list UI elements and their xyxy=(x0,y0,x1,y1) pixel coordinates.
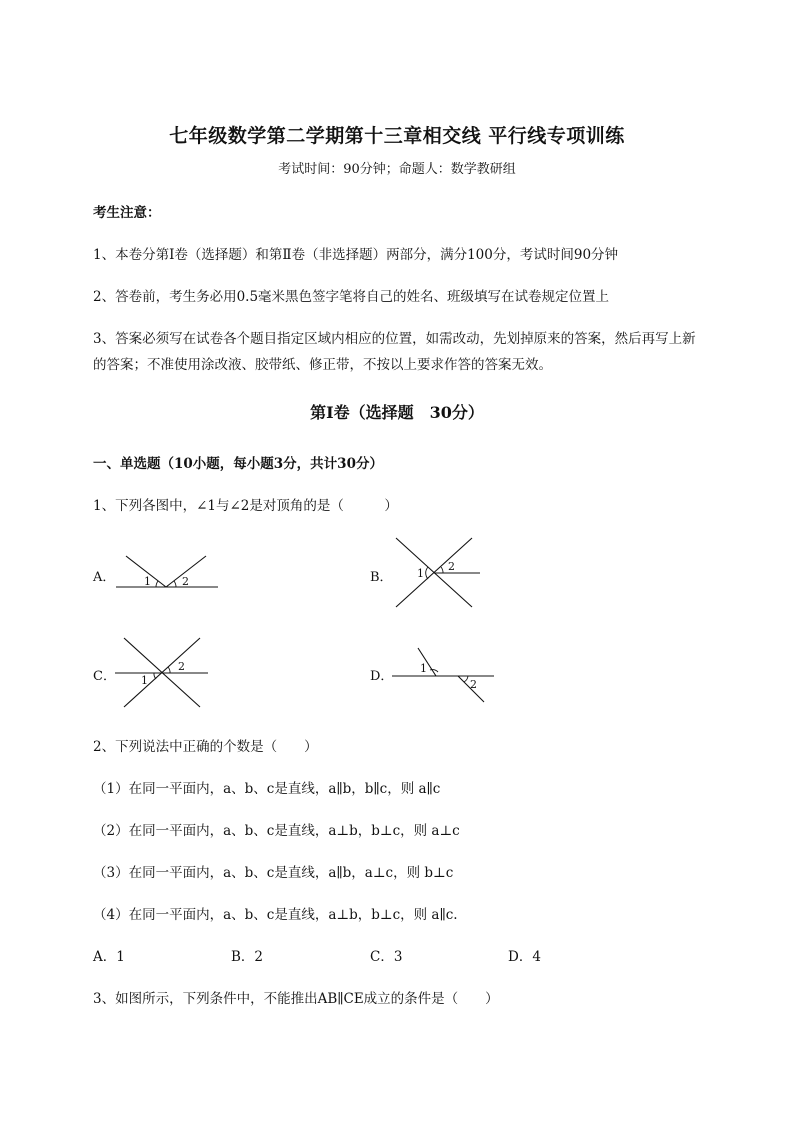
q1-d-arc-2 xyxy=(464,676,468,682)
q1-c-angle-1: 1 xyxy=(141,674,148,687)
question-3-stem: 3、如图所示，下列条件中，不能推出AB∥CE成立的条件是（ ） xyxy=(93,991,499,1007)
q2-choice-d[interactable]: D．4 xyxy=(508,949,541,965)
q1-b-angle-1: 1 xyxy=(417,567,424,580)
q1-b-angle-2: 2 xyxy=(448,560,455,573)
q1-option-b-label[interactable]: B． xyxy=(370,570,393,585)
q1-option-a-label[interactable]: A． xyxy=(93,570,116,585)
question-2-stem: 2、下列说法中正确的个数是（ ） xyxy=(93,739,318,755)
q2-statement-1: （1）在同一平面内，a、b、c是直线，a∥b，b∥c，则 a∥c xyxy=(93,781,441,797)
q1-option-d-figure xyxy=(390,640,500,705)
q1-d-angle-1: 1 xyxy=(420,662,427,675)
q1-d-arc-1 xyxy=(430,670,438,672)
q1-b-arc-1 xyxy=(426,567,428,579)
q1-a-angle-2: 2 xyxy=(182,575,189,588)
q1-option-c-figure xyxy=(112,635,212,710)
q1-c-arc-2 xyxy=(168,667,170,673)
q1-a-arc-1 xyxy=(156,581,158,587)
q1-option-d-label[interactable]: D． xyxy=(370,669,394,684)
q1-c-arc-1 xyxy=(154,673,156,679)
q1-option-b-figure xyxy=(390,535,485,610)
part-heading: 一、单选题（10小题，每小题3分，共计30分） xyxy=(93,456,383,472)
q2-statement-3: （3）在同一平面内，a、b、c是直线，a∥b，a⊥c，则 b⊥c xyxy=(93,865,454,881)
q2-choice-a[interactable]: A．1 xyxy=(93,949,125,965)
page-title: 七年级数学第二学期第十三章相交线 平行线专项训练 xyxy=(169,125,625,147)
q2-choice-c[interactable]: C．3 xyxy=(370,949,403,965)
section-title: 第I卷（选择题 30分） xyxy=(310,403,484,422)
q1-option-c-label[interactable]: C． xyxy=(93,669,116,684)
exam-info: 考试时间：90分钟；命题人：数学教研组 xyxy=(278,162,516,177)
notice-item-1: 1、本卷分第I卷（选择题）和第Ⅱ卷（非选择题）两部分，满分100分，考试时间90分钟 xyxy=(93,247,619,263)
q1-b-arc-2 xyxy=(441,567,443,573)
notice-item-3-cont: 的答案；不准使用涂改液、胶带纸、修正带，不按以上要求作答的答案无效。 xyxy=(93,357,552,373)
q1-c-angle-2: 2 xyxy=(178,660,185,673)
q2-statement-2: （2）在同一平面内，a、b、c是直线，a⊥b，b⊥c，则 a⊥c xyxy=(93,823,460,839)
q1-a-angle-1: 1 xyxy=(144,575,151,588)
notice-item-3: 3、答案必须写在试卷各个题目指定区域内相应的位置，如需改动，先划掉原来的答案，然后再写上新 xyxy=(93,331,696,347)
q1-d-angle-2: 2 xyxy=(470,678,477,691)
notice-item-2: 2、答卷前，考生务必用0.5毫米黑色签字笔将自己的姓名、班级填写在试卷规定位置上 xyxy=(93,289,610,305)
q2-choice-b[interactable]: B．2 xyxy=(231,949,264,965)
question-1-stem: 1、下列各图中，∠1与∠2是对顶角的是（ ） xyxy=(93,498,398,514)
notice-heading: 考生注意： xyxy=(93,205,161,221)
q1-a-arc-2 xyxy=(174,581,176,587)
q1-option-a-figure xyxy=(110,548,225,593)
q2-statement-4: （4）在同一平面内，a、b、c是直线，a⊥b，b⊥c，则 a∥c. xyxy=(93,907,458,923)
